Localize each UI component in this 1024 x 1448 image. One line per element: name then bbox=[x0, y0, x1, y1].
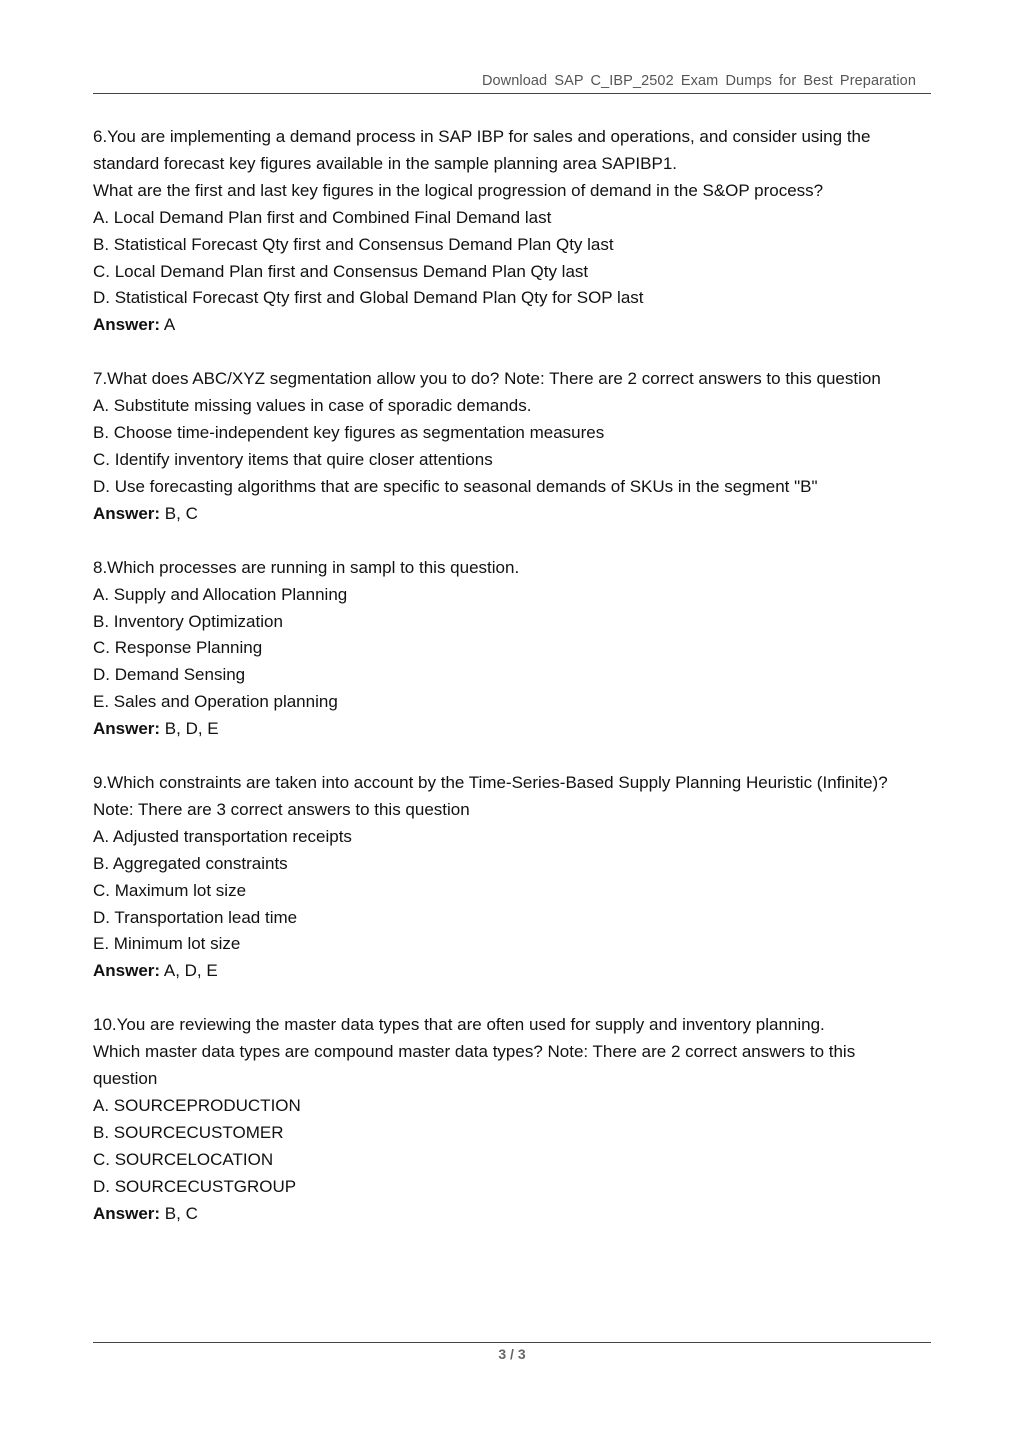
answer-label: Answer: bbox=[93, 1203, 161, 1223]
question-block bbox=[93, 770, 943, 985]
answer-option: D. Transportation lead time bbox=[93, 907, 298, 927]
answer-option: D. SOURCECUSTGROUP bbox=[93, 1176, 297, 1196]
answer-line bbox=[93, 501, 943, 528]
answer-line bbox=[93, 716, 943, 743]
answer-option: D. Use forecasting algorithms that are specific to seasonal demands of SKUs in the segment "B" bbox=[93, 476, 818, 496]
question-block bbox=[93, 124, 943, 339]
question-prompt-line: 9.Which constraints are taken into account by the Time-Series-Based Supply Planning Heuristic (Infinite)? bbox=[93, 773, 888, 793]
answer-line bbox=[93, 958, 943, 985]
answer-option: B. SOURCECUSTOMER bbox=[93, 1122, 284, 1142]
answer-option: C. Maximum lot size bbox=[93, 880, 247, 900]
answer-label: Answer: bbox=[93, 719, 161, 739]
answer-line bbox=[93, 312, 943, 339]
question-prompt-line: 7.What does ABC/XYZ segmentation allow you to do? Note: There are 2 correct answers to this question bbox=[93, 369, 881, 389]
answer-value: B, C bbox=[160, 503, 198, 523]
footer-divider bbox=[93, 1342, 931, 1343]
answer-option: B. Aggregated constraints bbox=[93, 853, 288, 873]
answer-value: A bbox=[160, 315, 176, 335]
answer-label: Answer: bbox=[93, 503, 161, 523]
page-number: 3 / 3 bbox=[498, 1346, 526, 1362]
question-prompt-line: 6.You are implementing a demand process in SAP IBP for sales and operations, and consider using the bbox=[93, 127, 871, 146]
question-prompt-line: Which master data types are compound master data types? Note: There are 2 correct answers to this bbox=[93, 1042, 856, 1062]
answer-option: B. Statistical Forecast Qty first and Consensus Demand Plan Qty last bbox=[93, 234, 614, 254]
answer-option: C. Response Planning bbox=[93, 638, 263, 658]
answer-value: A, D, E bbox=[160, 961, 218, 981]
answer-label: Answer: bbox=[93, 961, 161, 981]
question-prompt-line: Note: There are 3 correct answers to this question bbox=[93, 799, 470, 819]
answer-option: C. Identify inventory items that quire closer attentions bbox=[93, 449, 493, 469]
question-prompt-line: 10.You are reviewing the master data types that are often used for supply and inventory planning. bbox=[93, 1015, 825, 1035]
question-block bbox=[93, 1012, 943, 1227]
answer-option: A. Local Demand Plan first and Combined Final Demand last bbox=[93, 207, 552, 227]
question-prompt-line: What are the first and last key figures in the logical progression of demand in the S&OP process? bbox=[93, 180, 824, 200]
answer-value: B, C bbox=[160, 1203, 198, 1223]
answer-option: E. Sales and Operation planning bbox=[93, 692, 338, 712]
questions-content bbox=[93, 124, 943, 1255]
answer-label: Answer: bbox=[93, 315, 161, 335]
page-header-title: Download SAP C_IBP_2502 Exam Dumps for Best Preparation bbox=[481, 73, 916, 89]
answer-option: A. Substitute missing values in case of sporadic demands. bbox=[93, 396, 532, 416]
answer-option: D. Statistical Forecast Qty first and Global Demand Plan Qty for SOP last bbox=[93, 288, 644, 308]
header-divider bbox=[93, 93, 931, 94]
answer-option: D. Demand Sensing bbox=[93, 665, 246, 685]
question-block bbox=[93, 366, 943, 527]
answer-option: E. Minimum lot size bbox=[93, 934, 241, 954]
answer-option: C. Local Demand Plan first and Consensus Demand Plan Qty last bbox=[93, 261, 589, 281]
answer-line bbox=[93, 1201, 943, 1228]
question-prompt-line: standard forecast key figures available in the sample planning area SAPIBP1. bbox=[93, 153, 678, 173]
question-prompt-line: 8.Which processes are running in sampl to this question. bbox=[93, 557, 520, 577]
answer-option: A. Supply and Allocation Planning bbox=[93, 584, 348, 604]
answer-option: A. SOURCEPRODUCTION bbox=[93, 1096, 301, 1115]
answer-option: A. Adjusted transportation receipts bbox=[93, 826, 352, 846]
question-block bbox=[93, 555, 943, 743]
answer-option: B. Choose time-independent key figures as segmentation measures bbox=[93, 423, 605, 443]
question-prompt-line: question bbox=[93, 1069, 158, 1089]
answer-option: B. Inventory Optimization bbox=[93, 611, 283, 631]
answer-value: B, D, E bbox=[160, 719, 219, 739]
answer-option: C. SOURCELOCATION bbox=[93, 1149, 274, 1169]
